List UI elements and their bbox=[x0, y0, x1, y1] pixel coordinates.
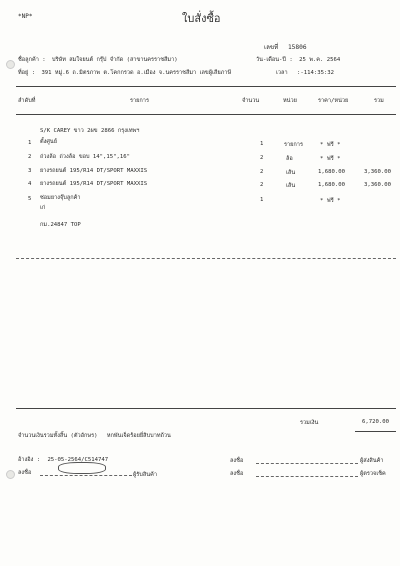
table-mid-divider bbox=[16, 258, 396, 259]
reference-value: 25-05-2564/C514747 bbox=[47, 457, 109, 463]
table-header-border bbox=[16, 114, 396, 115]
amount-words-value: หกพันเจ็ดร้อยยี่สิบบาทถ้วน bbox=[106, 433, 171, 439]
punch-hole-top bbox=[6, 60, 15, 69]
doc-title: ใบสั่งซื้อ bbox=[182, 12, 221, 25]
row-no: 2 bbox=[28, 154, 32, 160]
row-no: 3 bbox=[28, 168, 32, 174]
row-unit: รายการ bbox=[284, 142, 303, 148]
row-qty: 1 bbox=[260, 197, 264, 203]
row-price: * ฟรี * bbox=[320, 198, 341, 204]
sign-label-sender: ลงชื่อ bbox=[230, 458, 244, 464]
row-unit: เส้น bbox=[286, 170, 296, 176]
sum-underline bbox=[355, 431, 396, 432]
row-price: 1,680.00 bbox=[318, 169, 345, 175]
time-label: เวลา bbox=[276, 70, 288, 76]
sign-role-sender: ผู้ส่งสินค้า bbox=[360, 458, 384, 464]
row-item-extra: เก่ bbox=[40, 205, 46, 211]
row-qty: 2 bbox=[260, 169, 264, 175]
col-header-unit: หน่วย bbox=[283, 98, 297, 104]
mileage-note: กม.24847 TOP bbox=[40, 222, 81, 228]
customer-row bbox=[18, 56, 178, 64]
row-item: ถ่วงล้อ ถ่วงล้อ ขอบ 14",15",16" bbox=[40, 154, 130, 160]
row-qty: 2 bbox=[260, 155, 264, 161]
doc-tag: *NP* bbox=[18, 13, 33, 20]
time-row bbox=[276, 69, 334, 77]
signature-line-checker bbox=[256, 476, 358, 477]
row-price: 1,680.00 bbox=[318, 182, 345, 188]
address-value: 391 หมู่.6 ถ.มิตรภาพ ต.โคกกรวด อ.เมือง จ.นครราชสีมา เลขผู้เสียภาษี bbox=[41, 70, 232, 76]
table-top-border bbox=[16, 86, 396, 87]
date-label: วัน-เดือน-ปี : bbox=[256, 57, 293, 63]
sign-role-checker: ผู้ตรวจเช็ค bbox=[360, 471, 386, 477]
sign-label-receiver: ลงชื่อ bbox=[18, 470, 32, 476]
table-bottom-border bbox=[16, 408, 396, 409]
row-total: 3,360.00 bbox=[364, 182, 391, 188]
amount-words-label: จำนวนเงินรวมทั้งสิ้น (ตัวอักษร) bbox=[18, 433, 98, 439]
row-price: * ฟรี * bbox=[320, 156, 341, 162]
receiver-signature bbox=[58, 462, 106, 474]
row-unit: ล้อ bbox=[286, 156, 293, 162]
punch-hole-bottom bbox=[6, 470, 15, 479]
sign-label-checker: ลงชื่อ bbox=[230, 471, 244, 477]
vehicle-note: S/K CAREY ขาว 2ผข 2866 กรุงเทพฯ bbox=[40, 128, 140, 134]
signature-line-receiver bbox=[40, 475, 132, 476]
sign-role-receiver: ผู้รับสินค้า bbox=[133, 472, 157, 478]
date-value: 25 พ.ค. 2564 bbox=[299, 57, 341, 63]
reference-label: อ้างอิง : bbox=[18, 457, 41, 463]
amount-words-row bbox=[18, 432, 171, 440]
row-item: ซ่อมยางจุ๊บลูกค้า bbox=[40, 195, 81, 201]
row-qty: 2 bbox=[260, 182, 264, 188]
row-item: ยางรถยนต์ 195/R14 DT/SPORT MAXXIS bbox=[40, 168, 148, 174]
row-qty: 1 bbox=[260, 141, 264, 147]
signature-line-sender bbox=[256, 463, 358, 464]
doc-no-label: เลขที่ bbox=[264, 44, 279, 51]
col-header-price: ราคา/หน่วย bbox=[318, 98, 349, 104]
time-value: :-114:35:32 bbox=[297, 70, 335, 76]
address-label: ที่อยู่ : bbox=[18, 70, 36, 76]
sum-label: รวมเงิน bbox=[300, 420, 319, 426]
customer-name: บริษัท สมใจยนต์ กรุ๊ป จำกัด (สาขานครราชสีมา) bbox=[51, 57, 178, 63]
row-unit: เส้น bbox=[286, 183, 296, 189]
doc-no-row bbox=[264, 42, 307, 52]
address-row bbox=[18, 69, 231, 77]
sum-value: 6,720.00 bbox=[362, 419, 389, 425]
row-item: ยางรถยนต์ 195/R14 DT/SPORT MAXXIS bbox=[40, 181, 148, 187]
col-header-qty: จำนวน bbox=[242, 98, 260, 104]
date-row bbox=[256, 56, 340, 64]
row-price: * ฟรี * bbox=[320, 142, 341, 148]
col-header-item: รายการ bbox=[130, 98, 149, 104]
doc-no-value: 15806 bbox=[287, 44, 307, 51]
row-no: 1 bbox=[28, 140, 32, 146]
col-header-no: ลำดับที่ bbox=[18, 98, 36, 104]
row-no: 5 bbox=[28, 196, 32, 202]
col-header-total: รวม bbox=[374, 98, 384, 104]
row-total: 3,360.00 bbox=[364, 169, 391, 175]
customer-label: ชื่อลูกค้า : bbox=[18, 57, 46, 63]
row-item: ตั้งศูนย์ bbox=[40, 139, 58, 145]
row-no: 4 bbox=[28, 181, 32, 187]
